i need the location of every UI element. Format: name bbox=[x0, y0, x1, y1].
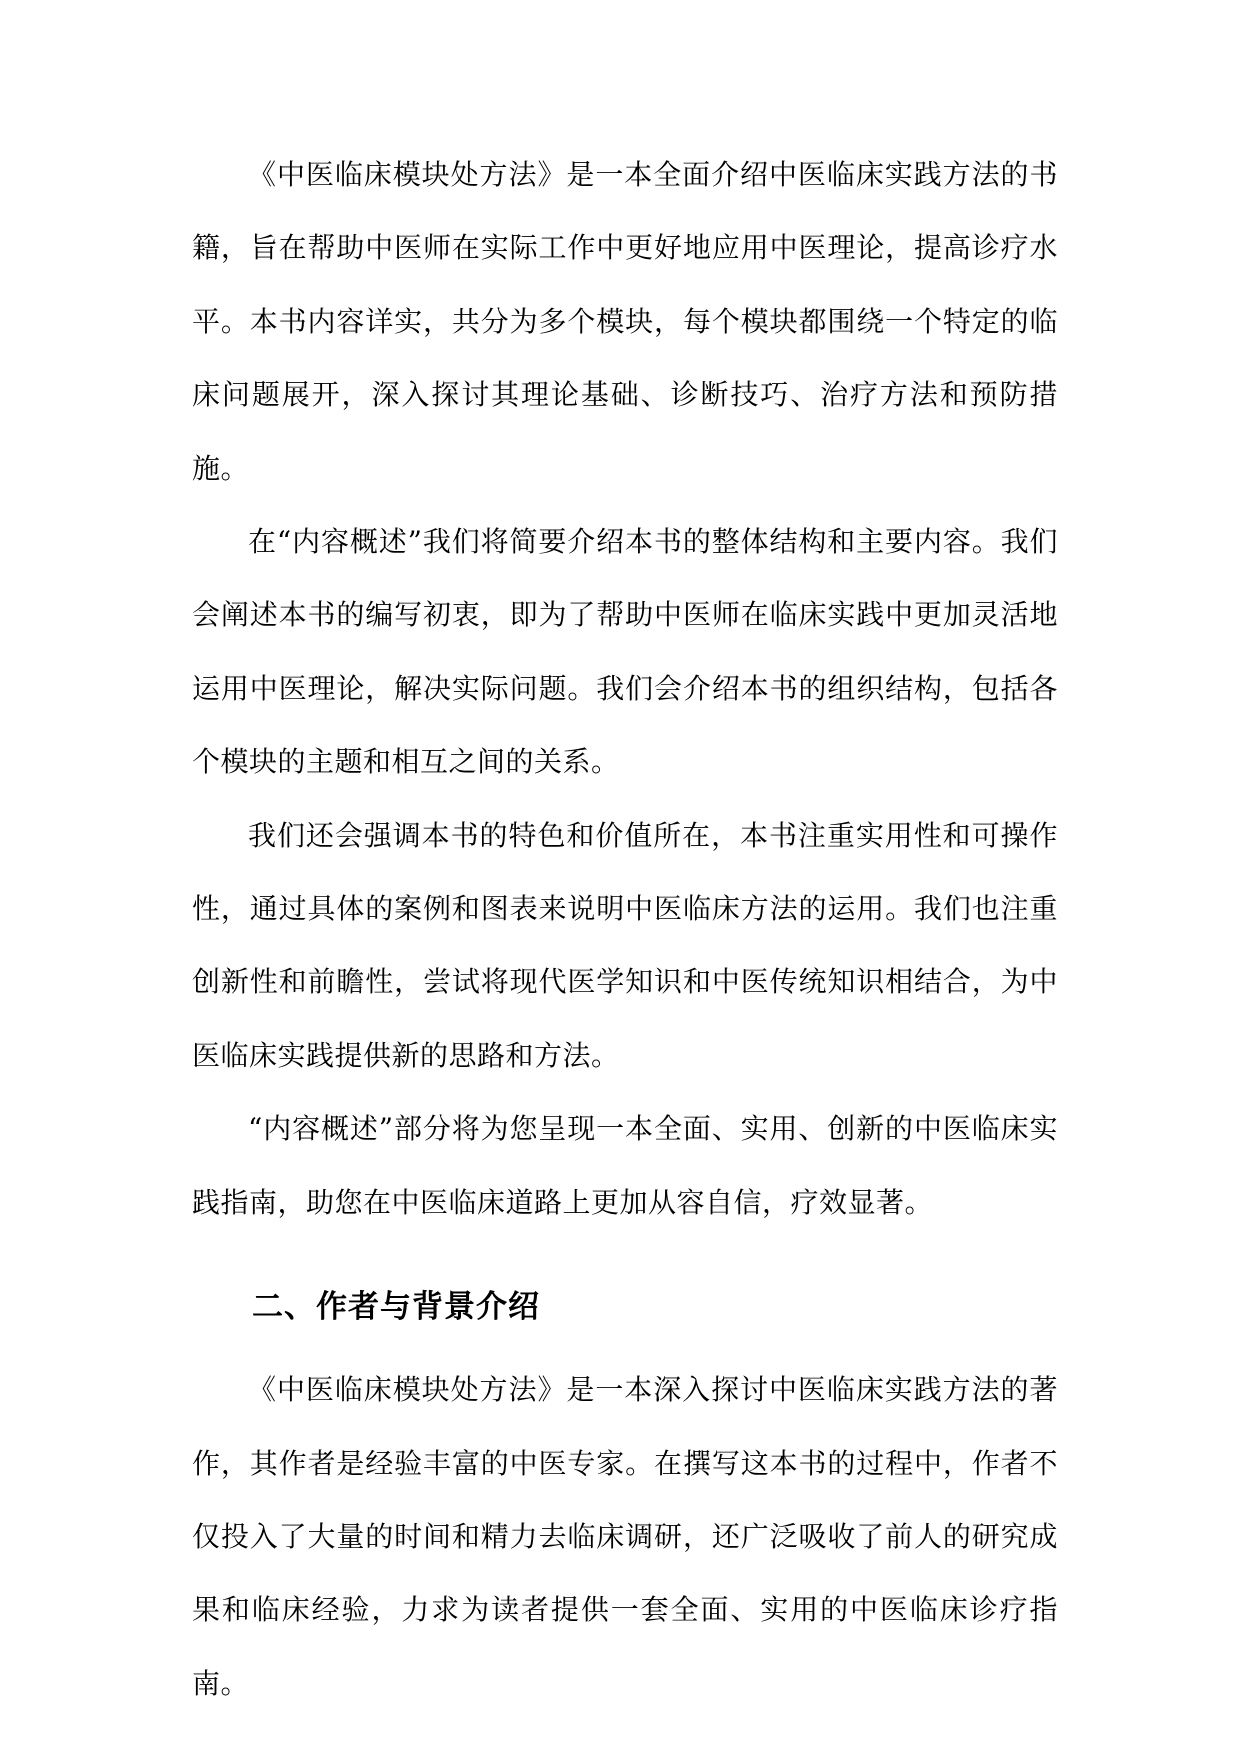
paragraph-intro: 《中医临床模块处方法》是一本全面介绍中医临床实践方法的书籍，旨在帮助中医师在实际工作中更好地应用中医理论，提高诊疗水平。本书内容详实，共分为多个模块，每个模块都围绕一个特定的临床问题展开，深入探讨其理论基础、诊断技巧、治疗方法和预防措施。 bbox=[192, 158, 1058, 485]
paragraph-summary: “内容概述”部分将为您呈现一本全面、实用、创新的中医临床实践指南，助您在中医临床道路上更加从容自信，疗效显著。 bbox=[192, 1112, 1058, 1219]
document-body bbox=[192, 138, 1058, 1720]
paragraph-features: 我们还会强调本书的特色和价值所在，本书注重实用性和可操作性，通过具体的案例和图表来说明中医临床方法的运用。我们也注重创新性和前瞻性，尝试将现代医学知识和中医传统知识相结合，为中医临床实践提供新的思路和方法。 bbox=[192, 818, 1058, 1072]
section-heading-author-background: 二、作者与背景介绍 bbox=[252, 1289, 540, 1326]
paragraph-author: 《中医临床模块处方法》是一本深入探讨中医临床实践方法的著作，其作者是经验丰富的中医专家。在撰写这本书的过程中，作者不仅投入了大量的时间和精力去临床调研，还广泛吸收了前人的研究成果和临床经验，力求为读者提供一套全面、实用的中医临床诊疗指南。 bbox=[192, 1373, 1058, 1700]
paragraph-overview: 在“内容概述”我们将简要介绍本书的整体结构和主要内容。我们会阐述本书的编写初衷，即为了帮助中医师在临床实践中更加灵活地运用中医理论，解决实际问题。我们会介绍本书的组织结构，包括各个模块的主题和相互之间的关系。 bbox=[192, 525, 1058, 779]
